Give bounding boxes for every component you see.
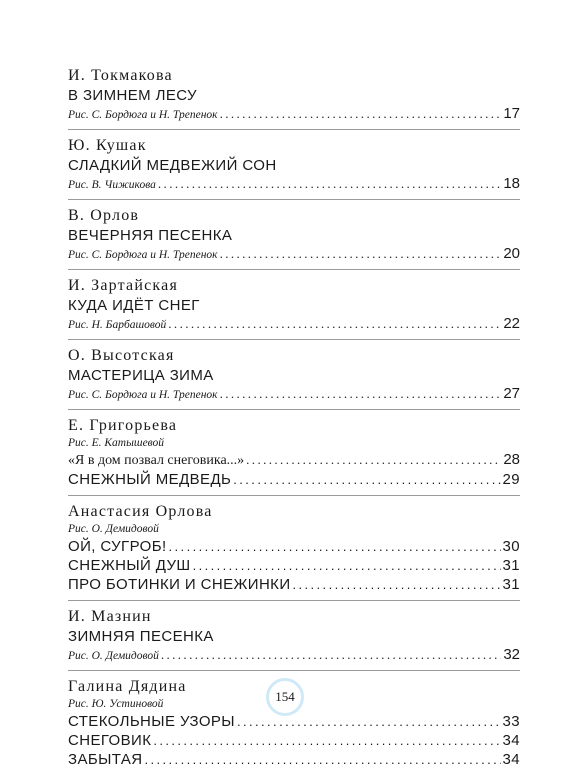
dot-leader [153,731,500,750]
title-row[interactable] [68,712,520,731]
dot-leader [161,647,501,663]
title-row[interactable] [68,731,520,750]
dot-leader [246,451,501,469]
toc-entry [68,339,520,403]
page-ref[interactable]: 18 [503,175,520,192]
dot-leader [193,556,501,575]
dot-leader [158,176,501,192]
dot-leader [220,106,502,122]
dot-leader [220,246,502,262]
dot-leader [220,386,502,402]
entry-title: СНЕЖНЫЙ МЕДВЕДЬ [68,471,232,488]
page-ref: 28 [503,451,520,468]
entry-illustrator: Рис. В. Чижикова [68,179,156,191]
entry-illustrator: Рис. Н. Барбашовой [68,319,167,331]
entry-illustrator: Рис. О. Демидовой [68,523,159,535]
illustrator-row [68,647,520,664]
toc-entry [68,600,520,664]
title-row[interactable] [68,750,520,769]
toc-entry [68,66,520,123]
entry-illustrator: Рис. Е. Катышевой [68,437,165,449]
page-ref[interactable]: 17 [503,105,520,122]
entry-author: В. Орлов [68,207,140,224]
entry-author: Анастасия Орлова [68,503,213,520]
entry-title[interactable]: ВЕЧЕРНЯЯ ПЕСЕНКА [68,227,233,244]
toc-entry [68,409,520,489]
page-ref[interactable]: 32 [503,646,520,663]
page-ref: 31 [502,576,520,593]
title-row[interactable] [68,451,520,470]
entry-title: СНЕГОВИК [68,732,152,749]
title-row[interactable] [68,470,520,489]
entry-title: ПРО БОТИНКИ И СНЕЖИНКИ [68,576,291,593]
entry-author: Ю. Кушак [68,137,147,154]
page-ref: 34 [502,751,520,768]
entry-title[interactable]: ЗИМНЯЯ ПЕСЕНКА [68,628,214,645]
illustrator-row [68,106,520,123]
entry-title[interactable]: В ЗИМНЕМ ЛЕСУ [68,87,197,104]
page-ref: 29 [502,471,520,488]
entry-title: ЗАБЫТАЯ [68,751,143,768]
dot-leader [293,575,501,594]
page-ref: 31 [502,557,520,574]
entry-title: «Я в дом позвал снеговика...» [68,453,245,468]
entry-illustrator: Рис. С. Бордюга и Н. Трепенок [68,389,218,401]
page-ref[interactable]: 20 [503,245,520,262]
title-row[interactable] [68,575,520,594]
page-ref[interactable]: 27 [503,385,520,402]
illustrator-row [68,386,520,403]
dot-leader [237,712,501,731]
page-ref[interactable]: 22 [503,315,520,332]
entry-title[interactable]: КУДА ИДЁТ СНЕГ [68,297,200,314]
dot-leader [168,316,501,332]
table-of-contents [68,66,520,769]
entry-author: О. Высотская [68,347,175,364]
page-ref: 30 [502,538,520,555]
illustrator-row [68,176,520,193]
entry-author: Галина Дядина [68,678,187,695]
toc-entry [68,495,520,594]
entry-author: И. Мазнин [68,608,152,625]
title-row[interactable] [68,537,520,556]
page-number: 154 [266,678,304,716]
entry-illustrator: Рис. С. Бордюга и Н. Трепенок [68,109,218,121]
entry-author: И. Токмакова [68,67,173,84]
toc-entry [68,129,520,193]
entry-illustrator: Рис. Ю. Устиновой [68,698,164,710]
dot-leader [233,470,500,489]
toc-entry [68,199,520,263]
toc-entry [68,269,520,333]
entry-title[interactable]: СЛАДКИЙ МЕДВЕЖИЙ СОН [68,157,277,174]
entry-author: Е. Григорьева [68,417,178,434]
entry-illustrator: Рис. С. Бордюга и Н. Трепенок [68,249,218,261]
title-row[interactable] [68,556,520,575]
page-ref: 34 [502,732,520,749]
entry-author: И. Зартайская [68,277,179,294]
dot-leader [145,750,501,769]
entry-title: СТЕКОЛЬНЫЕ УЗОРЫ [68,713,235,730]
illustrator-row [68,246,520,263]
dot-leader [169,537,501,556]
entry-title: СНЕЖНЫЙ ДУШ [68,557,191,574]
entry-title[interactable]: МАСТЕРИЦА ЗИМА [68,367,214,384]
illustrator-row [68,316,520,333]
entry-title: ОЙ, СУГРОБ! [68,538,167,555]
entry-illustrator: Рис. О. Демидовой [68,650,159,662]
page-ref: 33 [502,713,520,730]
